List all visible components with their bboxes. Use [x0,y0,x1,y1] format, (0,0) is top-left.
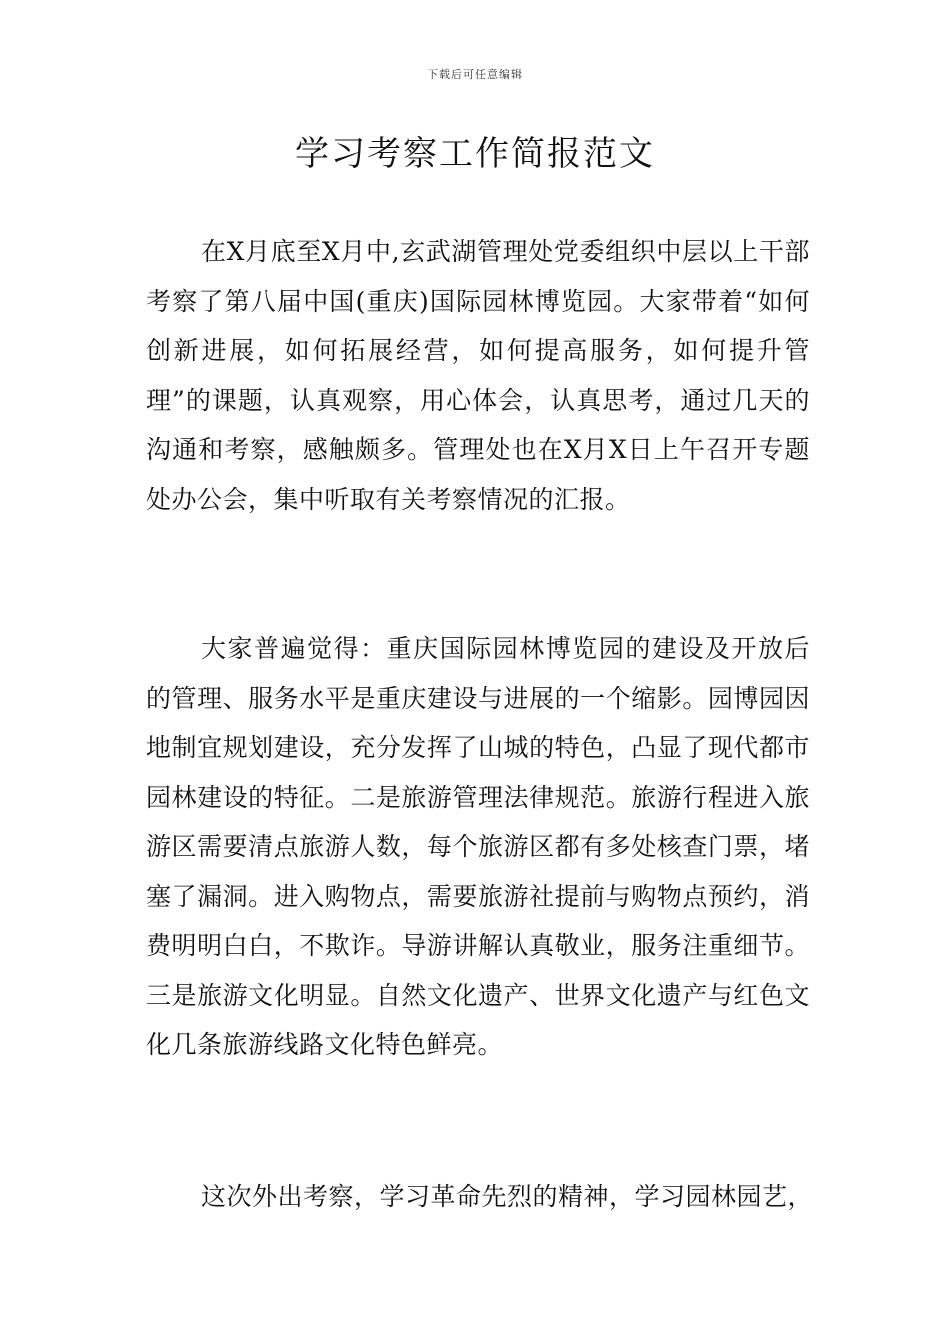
paragraph-findings: 大家普遍觉得：重庆国际园林博览园的建设及开放后的管理、服务水平是重庆建设与进展的一个缩影。园博园因地制宜规划建设，充分发挥了山城的特色，凸显了现代都市园林建设的特征。二是旅游管理法律规范。旅游行程进入旅游区需要清点旅游人数，每个旅游区都有多处核查门票，堵塞了漏洞。进入购物点，需要旅游社提前与购物点预约，消费明明白白，不欺诈。导游讲解认真敬业，服务注重细节。三是旅游文化明显。自然文化遗产、世界文化遗产与红色文化几条旅游线路文化特色鲜亮。 [146,634,810,1059]
paragraph-intro: 在X月底至X月中,玄武湖管理处党委组织中层以上干部考察了第八届中国(重庆)国际园林博览园。大家带着“如何创新进展，如何拓展经营，如何提高服务，如何提升管理”的课题，认真观察，用心体会，认真思考，通过几天的沟通和考察，感触颇多。管理处也在X月X日上午召开专题处办公会，集中听取有关考察情况的汇报。 [146,237,810,514]
paragraph-conclusion: 这次外出考察，学习革命先烈的精神，学习园林园艺， [201,1182,814,1211]
header-note: 下载后可任意编辑 [427,68,523,81]
page-title: 学习考察工作简报范文 [295,134,655,174]
